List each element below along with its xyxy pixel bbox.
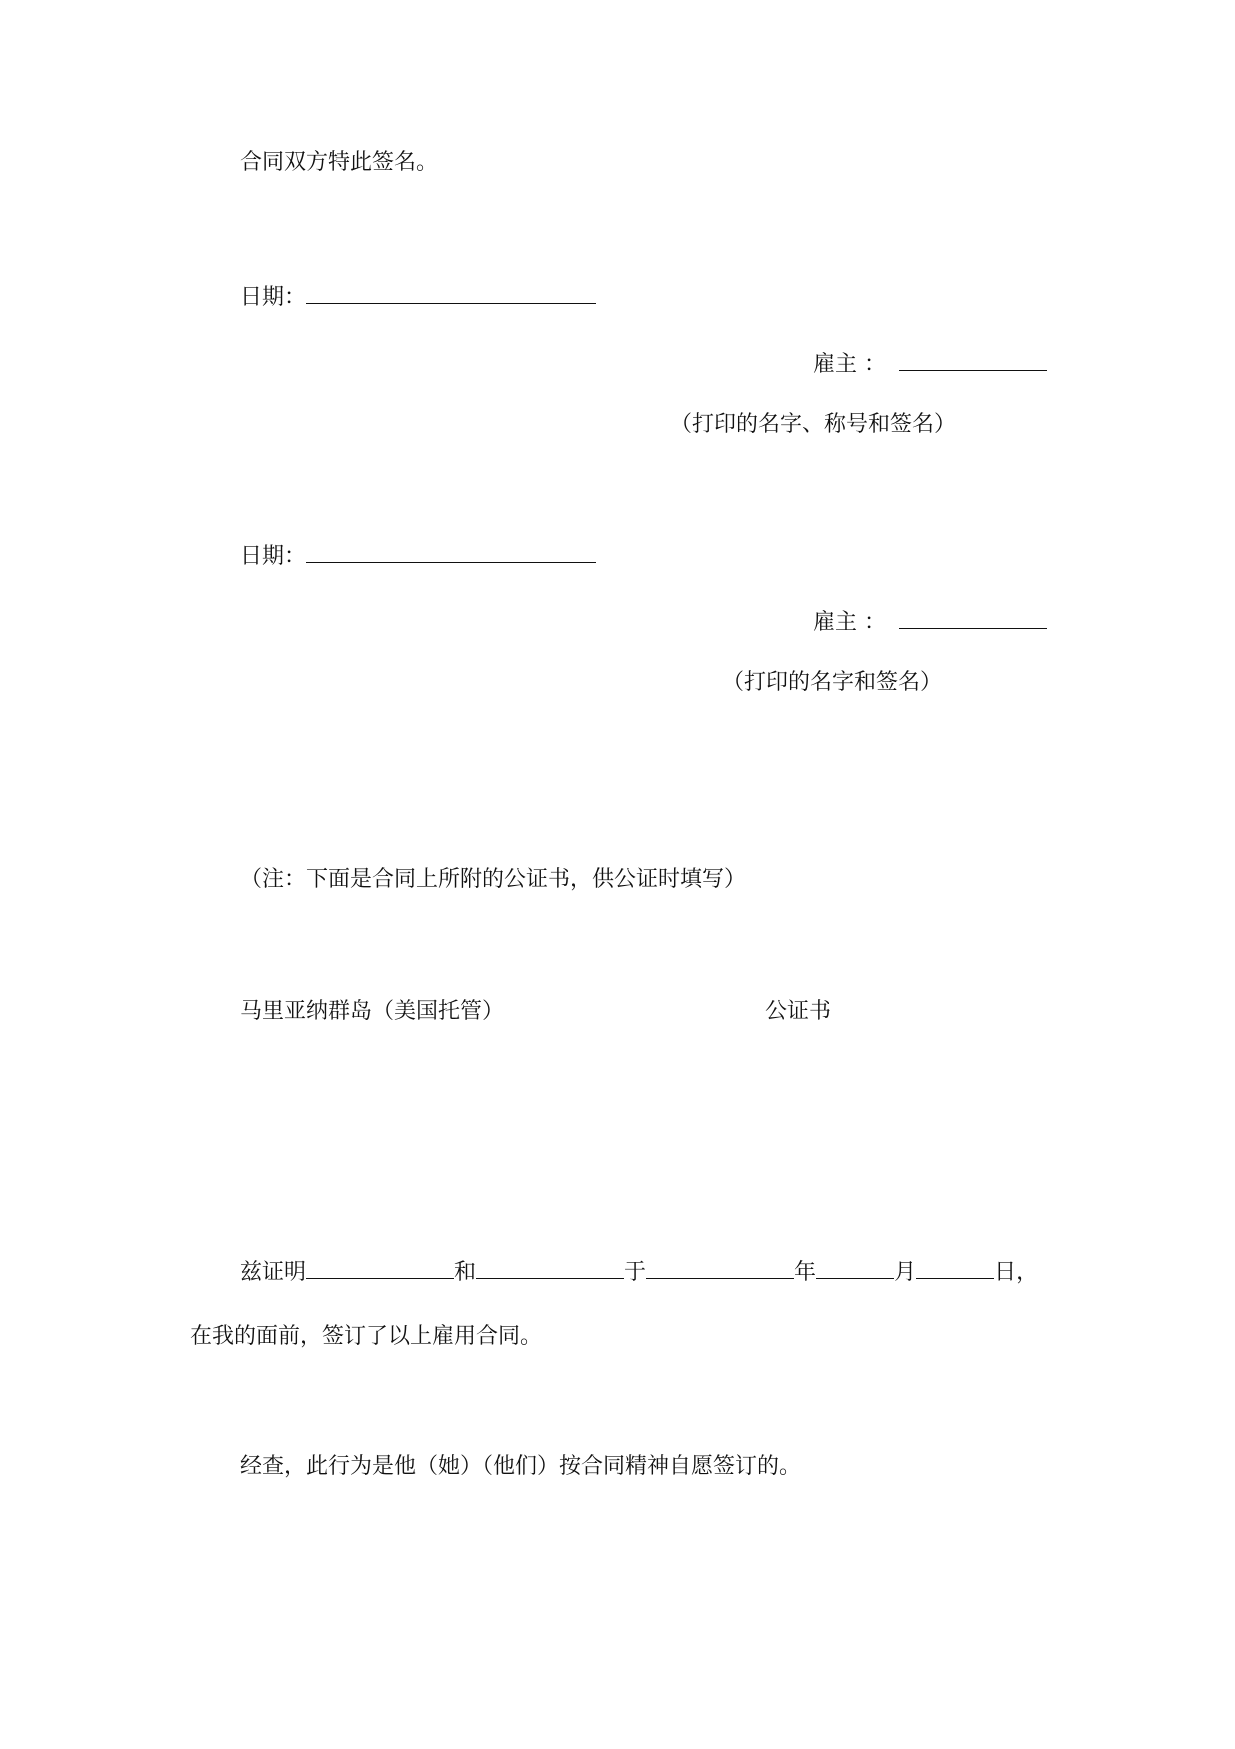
day-blank[interactable] <box>916 1256 994 1279</box>
signature-caption-2: （打印的名字和签名） <box>722 670 943 695</box>
date-label-2: 日期： <box>240 544 307 569</box>
month-blank[interactable] <box>816 1256 894 1279</box>
party-a-blank[interactable] <box>306 1256 454 1279</box>
date-blank-1[interactable] <box>306 281 596 304</box>
notary-place: 马里亚纳群岛（美国托管） <box>240 999 505 1024</box>
date-line-1 <box>240 281 596 313</box>
employer-label-1: 雇主 ： <box>813 352 886 377</box>
employer-blank-1[interactable] <box>899 348 1047 371</box>
place-blank[interactable] <box>646 1256 794 1279</box>
employer-label-2: 雇主 ： <box>813 610 886 635</box>
cert-month: 月 <box>894 1260 917 1285</box>
cert-at: 于 <box>624 1260 647 1285</box>
voluntary-check-text: 经查，此行为是他（她）（他们）按合同精神自愿签订的。 <box>240 1454 802 1479</box>
signature-caption-1: （打印的名字、称号和签名） <box>670 412 957 437</box>
employer-line-2 <box>813 606 1047 638</box>
party-b-blank[interactable] <box>476 1256 624 1279</box>
notary-note: （注：下面是合同上所附的公证书，供公证时填写） <box>240 867 747 892</box>
cert-and: 和 <box>454 1260 477 1285</box>
cert-year: 年 <box>794 1260 817 1285</box>
certification-line-2: 在我的面前，签订了以上雇用合同。 <box>190 1324 543 1349</box>
notary-title: 公证书 <box>765 999 832 1024</box>
employer-line-1 <box>813 348 1047 380</box>
cert-day: 日， <box>994 1260 1039 1285</box>
date-blank-2[interactable] <box>306 540 596 563</box>
employer-blank-2[interactable] <box>899 606 1047 629</box>
closing-sign-text: 合同双方特此签名。 <box>240 150 439 175</box>
certification-line <box>240 1256 1038 1288</box>
cert-prefix: 兹证明 <box>240 1260 307 1285</box>
date-line-2 <box>240 540 596 572</box>
date-label-1: 日期： <box>240 285 307 310</box>
